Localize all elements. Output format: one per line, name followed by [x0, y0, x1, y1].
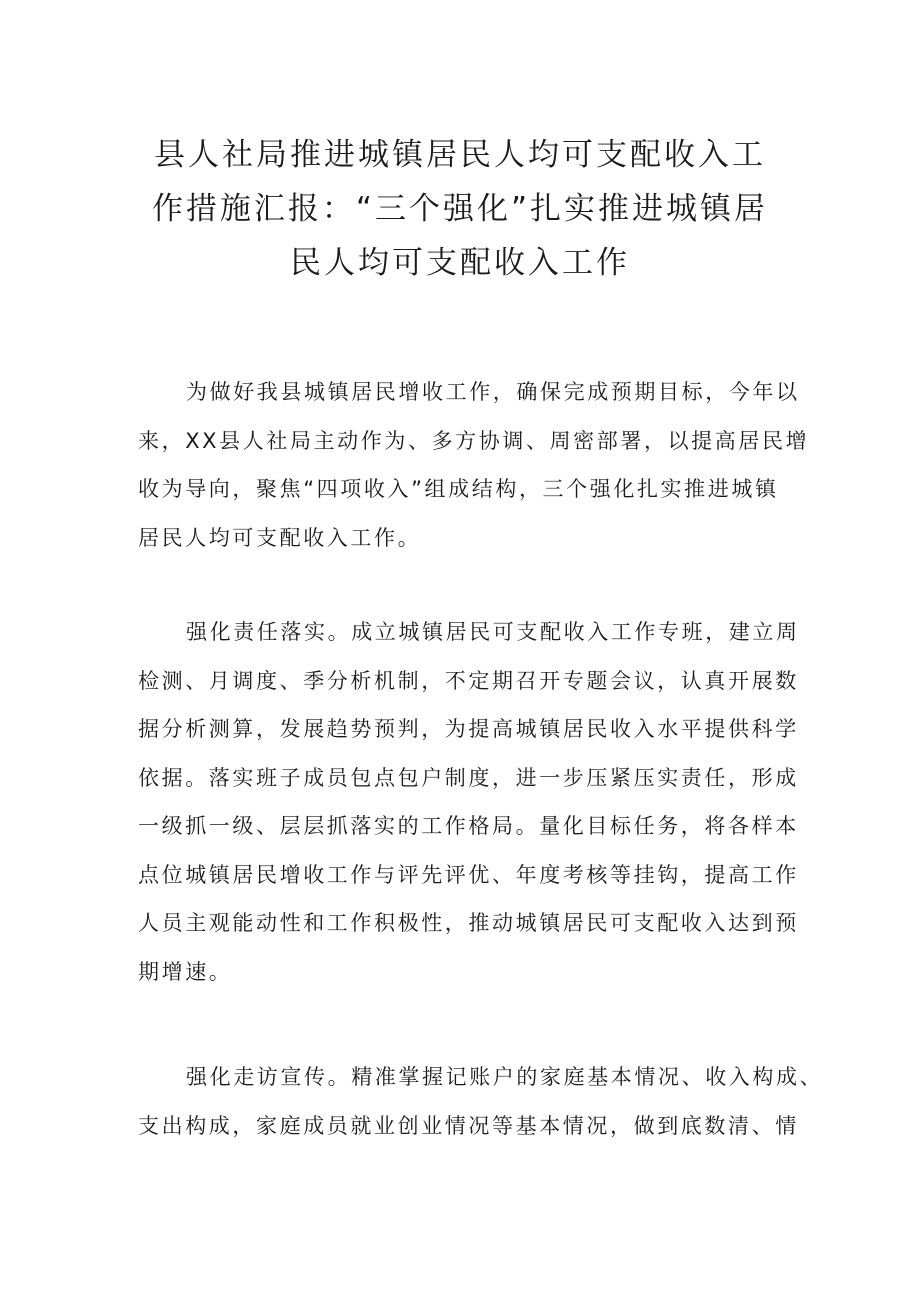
- paragraph-line: 一级抓一级、层层抓落实的工作格局。量化目标任务，将各样本: [138, 814, 799, 838]
- paragraph-line: 来，XX县人社局主动作为、多方协调、周密部署，以提高居民增: [138, 428, 810, 453]
- paragraph-line: 居民人均可支配收入工作。: [138, 525, 422, 550]
- paragraph-line: 强化责任落实。成立城镇居民可支配收入工作专班，建立周: [186, 620, 800, 644]
- paragraph-line: 支出构成，家庭成员就业创业情况等基本情况，做到底数清、情: [138, 1113, 799, 1138]
- title-line-2: 作措施汇报：“三个强化”扎实推进城镇居: [151, 191, 769, 227]
- document-title: [130, 128, 790, 290]
- paragraph-intro: [138, 368, 810, 562]
- paragraph-line: 为做好我县城镇居民增收工作，确保完成预期目标，今年以: [186, 380, 800, 404]
- paragraph-responsibility: [138, 608, 798, 996]
- title-line-3: 民人均可支配收入工作: [290, 245, 630, 281]
- paragraph-line: 据分析测算，发展趋势预判，为提高城镇居民收入水平提供科学: [138, 717, 799, 741]
- title-line-1: 县人社局推进城镇居民人均可支配收入工: [154, 137, 766, 173]
- paragraph-line: 收为导向，聚焦“四项收入”组成结构，三个强化扎实推进城镇: [138, 477, 779, 501]
- paragraph-visits: [138, 1053, 824, 1150]
- paragraph-line: 依据。落实班子成员包点包户制度，进一步压紧压实责任，形成: [138, 765, 799, 790]
- paragraph-line: 强化走访宣传。精准掌握记账户的家庭基本情况、收入构成、: [186, 1065, 824, 1089]
- paragraph-line: 点位城镇居民增收工作与评先评优、年度考核等挂钩，提高工作: [138, 862, 799, 887]
- paragraph-line: 检测、月调度、季分析机制，不定期召开专题会议，认真开展数: [138, 668, 799, 693]
- paragraph-line: 人员主观能动性和工作积极性，推动城镇居民可支配收入达到预: [138, 911, 799, 935]
- paragraph-line: 期增速。: [138, 959, 233, 984]
